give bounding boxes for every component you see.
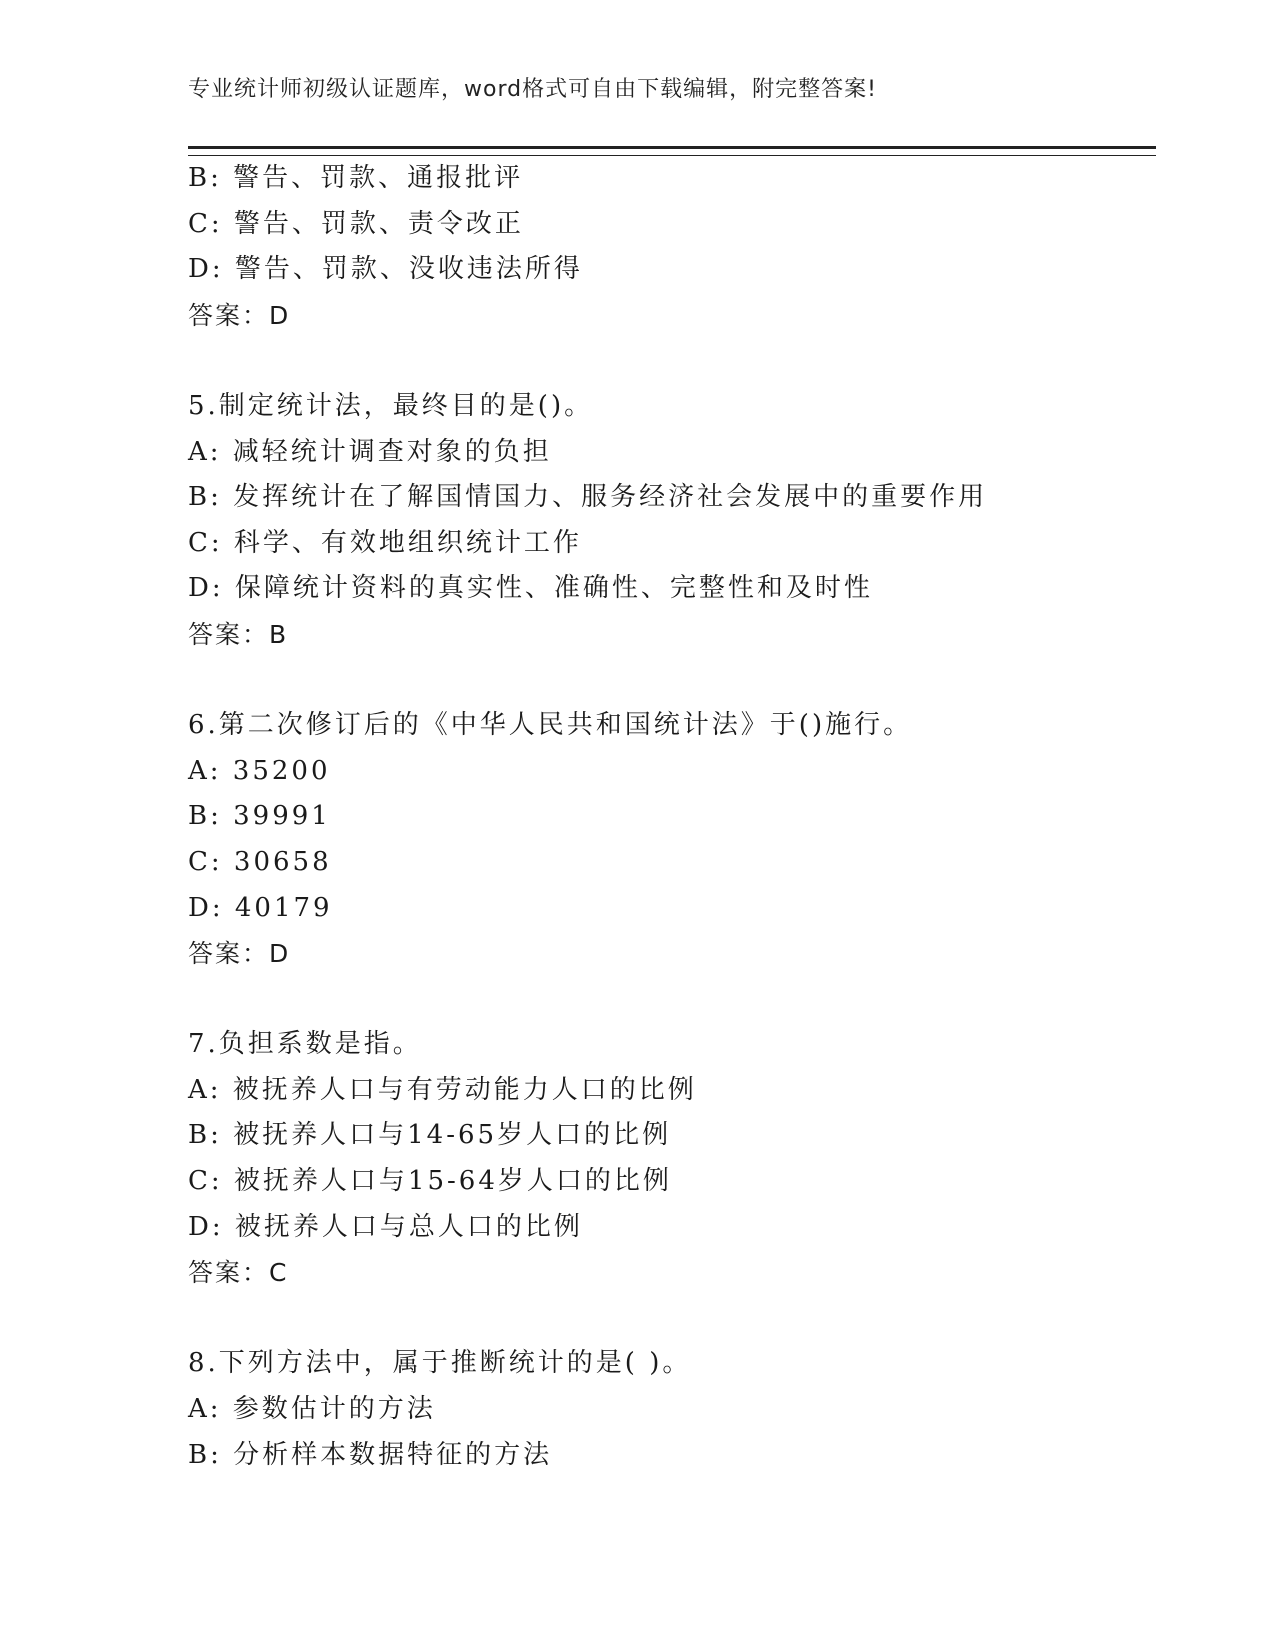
answer-line: 答案：C — [188, 1258, 289, 1288]
option-c: C: 被抚养人口与15-64岁人口的比例 — [188, 1166, 672, 1197]
question-text: 5.制定统计法，最终目的是()。 — [188, 390, 594, 421]
option-c: C: 科学、有效地组织统计工作 — [188, 527, 582, 558]
option-d: D: 警告、罚款、没收违法所得 — [188, 254, 583, 285]
option-a: A: 被抚养人口与有劳动能力人口的比例 — [188, 1074, 697, 1105]
page-header-title: 专业统计师初级认证题库，word格式可自由下载编辑，附完整答案! — [188, 77, 877, 102]
question-text: 7.负担系数是指。 — [188, 1029, 422, 1060]
header-divider — [188, 146, 1156, 156]
question-4-tail — [188, 156, 1156, 338]
spacer — [188, 338, 1156, 384]
option-b: B: 发挥统计在了解国情国力、服务经济社会发展中的重要作用 — [188, 482, 988, 513]
answer-line: 答案：D — [188, 939, 291, 969]
spacer — [188, 977, 1156, 1023]
option-a: A: 35200 — [188, 755, 331, 786]
answer-line: 答案：B — [188, 619, 289, 649]
question-list — [188, 156, 1156, 1478]
option-c: C: 30658 — [188, 846, 332, 877]
option-b: B: 被抚养人口与14-65岁人口的比例 — [188, 1120, 672, 1151]
spacer — [188, 658, 1156, 704]
question-8 — [188, 1341, 1156, 1478]
option-c: C: 警告、罚款、责令改正 — [188, 208, 524, 239]
option-d: D: 被抚养人口与总人口的比例 — [188, 1211, 583, 1242]
question-6 — [188, 703, 1156, 977]
question-text: 6.第二次修订后的《中华人民共和国统计法》于()施行。 — [188, 710, 913, 741]
option-b: B: 分析样本数据特征的方法 — [188, 1439, 553, 1470]
option-b: B: 警告、罚款、通报批评 — [188, 163, 524, 193]
answer-line: 答案：D — [188, 300, 291, 330]
option-b: B: 39991 — [188, 801, 331, 832]
option-a: A: 减轻统计调查对象的负担 — [188, 436, 552, 467]
option-d: D: 40179 — [188, 892, 333, 923]
question-text: 8.下列方法中，属于推断统计的是( )。 — [188, 1348, 692, 1379]
spacer — [188, 1296, 1156, 1342]
question-5 — [188, 384, 1156, 658]
option-d: D: 保障统计资料的真实性、准确性、完整性和及时性 — [188, 573, 873, 604]
option-a: A: 参数估计的方法 — [188, 1394, 436, 1425]
question-7 — [188, 1022, 1156, 1296]
